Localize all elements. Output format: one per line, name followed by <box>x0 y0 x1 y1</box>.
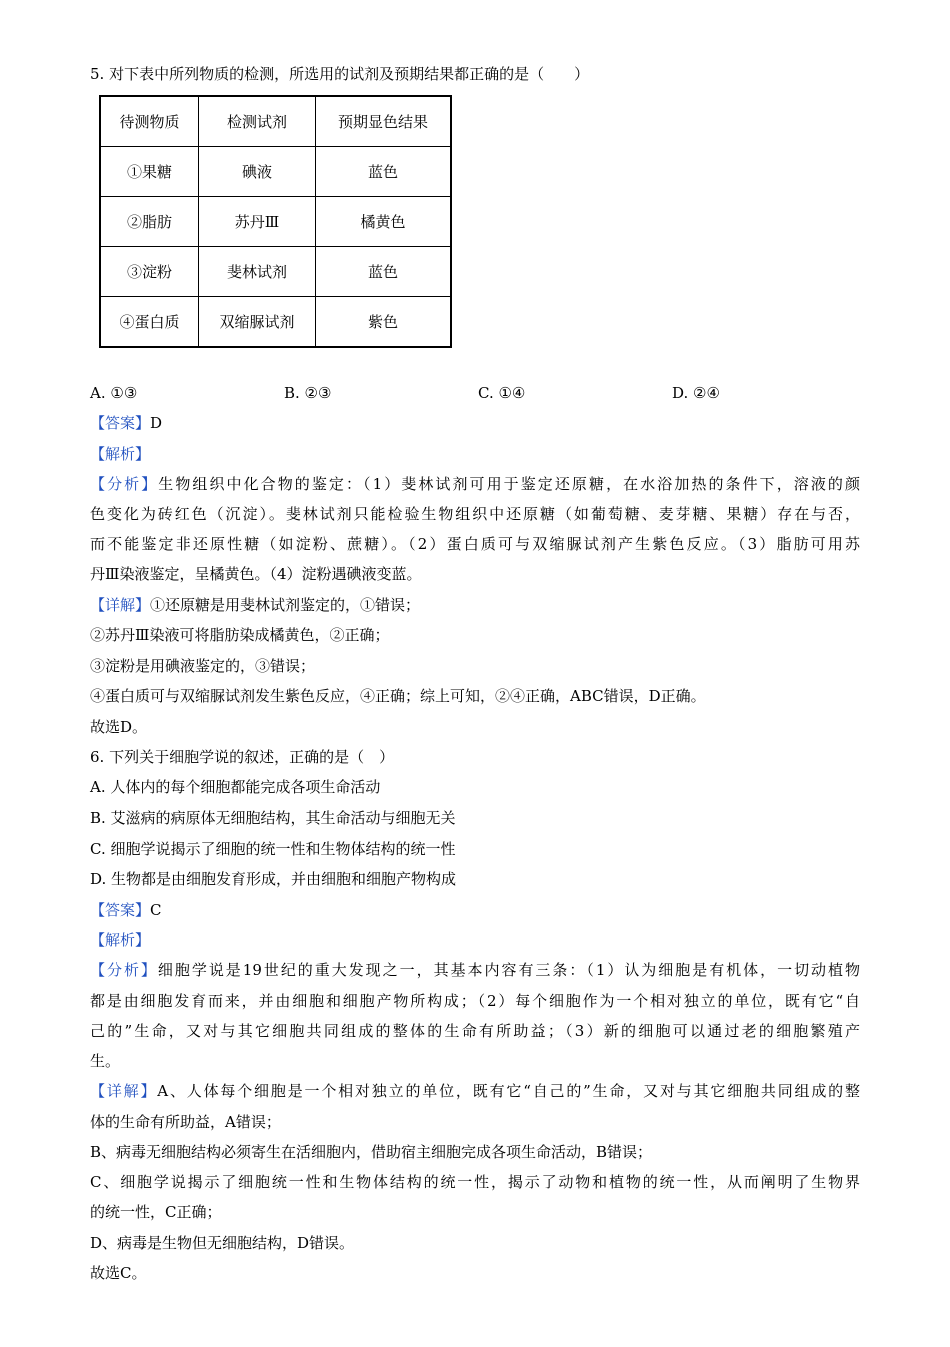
q5-answer <box>90 413 162 433</box>
q6-option-a: A. 人体内的每个细胞都能完成各项生命活动 <box>90 778 381 796</box>
table-row <box>100 197 451 247</box>
table-cell: 双缩脲试剂 <box>199 297 316 348</box>
q6-detail-line: B、病毒无细胞结构必须寄生在活细胞内，借助宿主细胞完成各项生命活动，B错误； <box>90 1143 653 1161</box>
table-header-cell: 预期显色结果 <box>316 96 452 147</box>
table-row <box>100 247 451 297</box>
table-row <box>100 147 451 197</box>
table-row <box>100 297 451 348</box>
table-header-cell: 待测物质 <box>100 96 199 147</box>
table-header-row <box>100 96 451 147</box>
q5-option-c: C. ①④ <box>478 384 526 402</box>
q6-option-c: C. 细胞学说揭示了细胞的统一性和生物体结构的统一性 <box>90 840 456 858</box>
q5-conclusion: 故选D。 <box>90 718 148 736</box>
table-cell: 苏丹Ⅲ <box>199 197 316 247</box>
q5-analysis-line: 而不能鉴定非还原性糖（如淀粉、蔗糖）。（2）蛋白质可与双缩脲试剂产生紫色反应。（3）脂肪可用苏 <box>90 535 860 553</box>
table-header-cell: 检测试剂 <box>199 96 316 147</box>
table-cell: ①果糖 <box>100 147 199 197</box>
q5-analysis-line: 色变化为砖红色（沉淀）。斐林试剂只能检验生物组织中还原糖（如葡萄糖、麦芽糖、果糖）存在与否， <box>90 505 860 523</box>
q5-analysis-line <box>90 474 860 494</box>
table-cell: 橘黄色 <box>316 197 452 247</box>
answer-value: C <box>150 901 162 919</box>
jiexi-tag: 【解析】 <box>90 445 151 463</box>
q5-analysis-line: 丹Ⅲ染液鉴定，呈橘黄色。（4）淀粉遇碘液变蓝。 <box>90 565 422 583</box>
q5-jiexi-tag <box>90 444 150 464</box>
jiexi-tag: 【解析】 <box>90 931 151 949</box>
q6-detail-line: D、病毒是生物但无细胞结构，D错误。 <box>90 1234 355 1252</box>
xiangjie-tag: 【详解】 <box>90 596 151 614</box>
q5-option-a: A. ①③ <box>90 384 138 402</box>
q5-option-d: D. ②④ <box>672 384 720 402</box>
table-cell: 紫色 <box>316 297 452 348</box>
detail-text: ①还原糖是用斐林试剂鉴定的，①错误； <box>150 596 421 614</box>
table-cell: ③淀粉 <box>100 247 199 297</box>
answer-tag: 【答案】 <box>90 901 151 919</box>
table-cell: ②脂肪 <box>100 197 199 247</box>
q6-answer <box>90 900 162 920</box>
fenxi-tag: 【分析】 <box>90 961 158 979</box>
table-cell: 蓝色 <box>316 247 452 297</box>
q5-stem: 5. 对下表中所列物质的检测，所选用的试剂及预期结果都正确的是（ ） <box>90 65 590 83</box>
q6-detail-line: C、细胞学说揭示了细胞统一性和生物体结构的统一性，揭示了动物和植物的统一性，从而阐明了生物界 <box>90 1173 860 1191</box>
q6-option-d: D. 生物都是由细胞发育形成，并由细胞和细胞产物构成 <box>90 870 457 888</box>
q6-detail-line: 体的生命有所助益，A错误； <box>90 1113 281 1131</box>
q5-detail-line: ②苏丹Ⅲ染液可将脂肪染成橘黄色，②正确； <box>90 626 390 644</box>
q6-analysis-line <box>90 960 860 980</box>
q6-detail-line <box>90 1081 860 1101</box>
q6-analysis-line: 都是由细胞发育而来，并由细胞和细胞产物所构成；（2）每个细胞作为一个相对独立的单位，既有它“自 <box>90 992 860 1010</box>
table-cell: 蓝色 <box>316 147 452 197</box>
xiangjie-tag: 【详解】 <box>90 1082 158 1100</box>
q6-stem: 6. 下列关于细胞学说的叙述，正确的是（ ） <box>90 748 395 766</box>
q6-analysis-line: 生。 <box>90 1052 121 1070</box>
q5-detail-line: ③淀粉是用碘液鉴定的，③错误； <box>90 657 316 675</box>
q5-detail-line <box>90 595 420 615</box>
detail-text: A、人体每个细胞是一个相对独立的单位，既有它“自己的”生命，又对与其它细胞共同组成的整 <box>157 1082 860 1100</box>
q6-conclusion: 故选C。 <box>90 1264 147 1282</box>
q6-option-b: B. 艾滋病的病原体无细胞结构，其生命活动与细胞无关 <box>90 809 456 827</box>
q5-detail-line: ④蛋白质可与双缩脲试剂发生紫色反应，④正确；综上可知，②④正确，ABC错误，D正确。 <box>90 687 706 705</box>
q6-detail-line: 的统一性，C正确； <box>90 1203 222 1221</box>
answer-value: D <box>150 414 163 432</box>
q6-jiexi-tag <box>90 930 150 950</box>
answer-tag: 【答案】 <box>90 414 151 432</box>
analysis-text: 细胞学说是19世纪的重大发现之一，其基本内容有三条：（1）认为细胞是有机体，一切动植物 <box>157 961 860 979</box>
q5-table <box>99 95 452 348</box>
analysis-text: 生物组织中化合物的鉴定：（1）斐林试剂可用于鉴定还原糖，在水浴加热的条件下，溶液的颜 <box>158 475 860 493</box>
fenxi-tag: 【分析】 <box>90 475 159 493</box>
table-cell: 斐林试剂 <box>199 247 316 297</box>
q5-option-b: B. ②③ <box>284 384 332 402</box>
q6-analysis-line: 己的”生命，又对与其它细胞共同组成的整体的生命有所助益；（3）新的细胞可以通过老的细胞繁殖产 <box>90 1022 860 1040</box>
table-cell: ④蛋白质 <box>100 297 199 348</box>
table-cell: 碘液 <box>199 147 316 197</box>
